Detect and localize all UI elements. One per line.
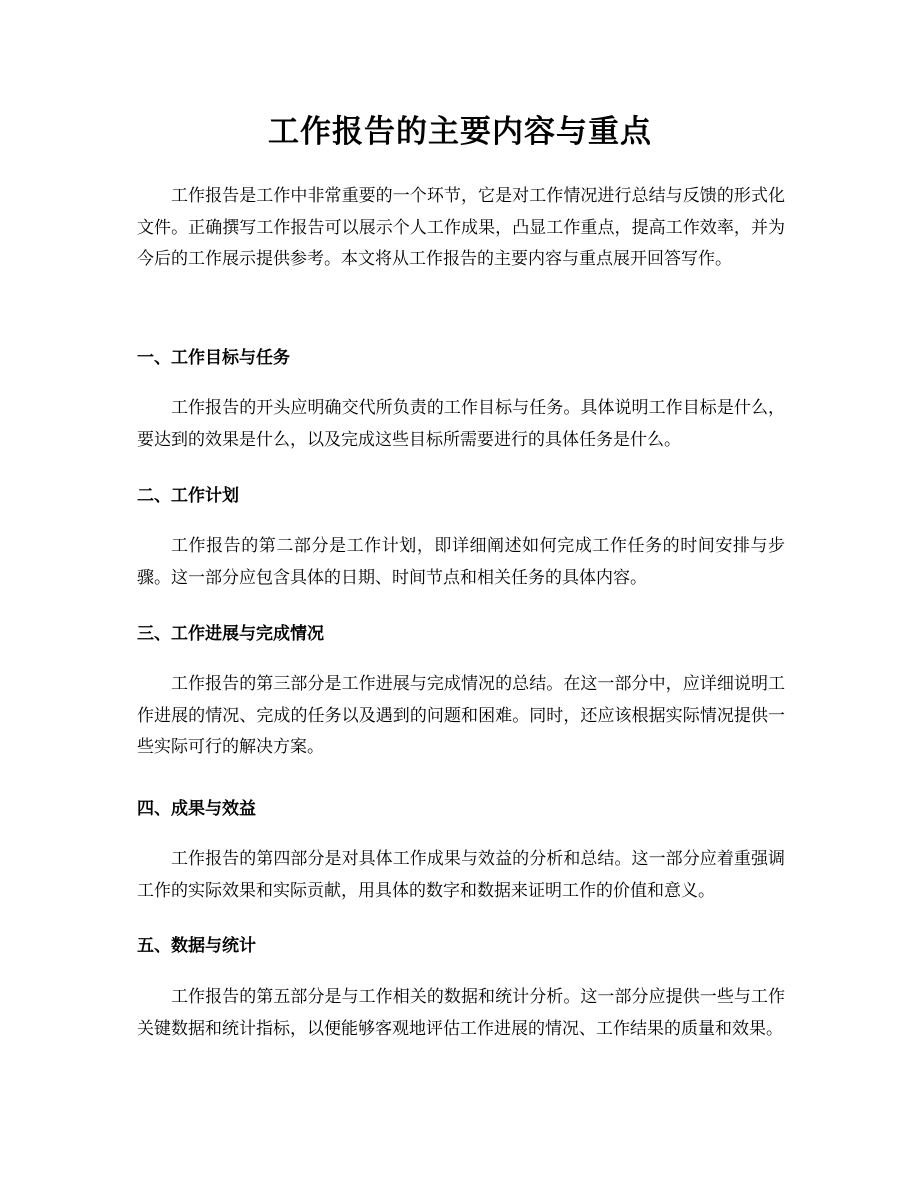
- section-heading-3: 三、工作进展与完成情况: [137, 624, 324, 644]
- section-heading-1: 一、工作目标与任务: [137, 348, 290, 368]
- section-heading-2: 二、工作计划: [137, 486, 239, 506]
- section-heading-5: 五、数据与统计: [137, 936, 256, 956]
- section-heading-4: 四、成果与效益: [137, 799, 256, 819]
- intro-paragraph: 工作报告是工作中非常重要的一个环节，它是对工作情况进行总结与反馈的形式化文件。正确撰写工作报告可以展示个人工作成果，凸显工作重点，提高工作效率，并为今后的工作展示提供参考。本文将从工作报告的主要内容与重点展开回答写作。: [137, 186, 785, 269]
- section-body-4: 工作报告的第四部分是对具体工作成果与效益的分析和总结。这一部分应着重强调工作的实际效果和实际贡献，用具体的数字和数据来证明工作的价值和意义。: [137, 849, 785, 901]
- document-title: 工作报告的主要内容与重点: [268, 114, 652, 150]
- section-body-1: 工作报告的开头应明确交代所负责的工作目标与任务。具体说明工作目标是什么，要达到的效果是什么，以及完成这些目标所需要进行的具体任务是什么。: [137, 398, 785, 450]
- section-body-3: 工作报告的第三部分是工作进展与完成情况的总结。在这一部分中，应详细说明工作进展的情况、完成的任务以及遇到的问题和困难。同时，还应该根据实际情况提供一些实际可行的解决方案。: [137, 674, 785, 757]
- section-body-5: 工作报告的第五部分是与工作相关的数据和统计分析。这一部分应提供一些与工作关键数据和统计指标，以便能够客观地评估工作进展的情况、工作结果的质量和效果。: [137, 987, 785, 1039]
- section-body-2: 工作报告的第二部分是工作计划，即详细阐述如何完成工作任务的时间安排与步骤。这一部分应包含具体的日期、时间节点和相关任务的具体内容。: [137, 536, 785, 588]
